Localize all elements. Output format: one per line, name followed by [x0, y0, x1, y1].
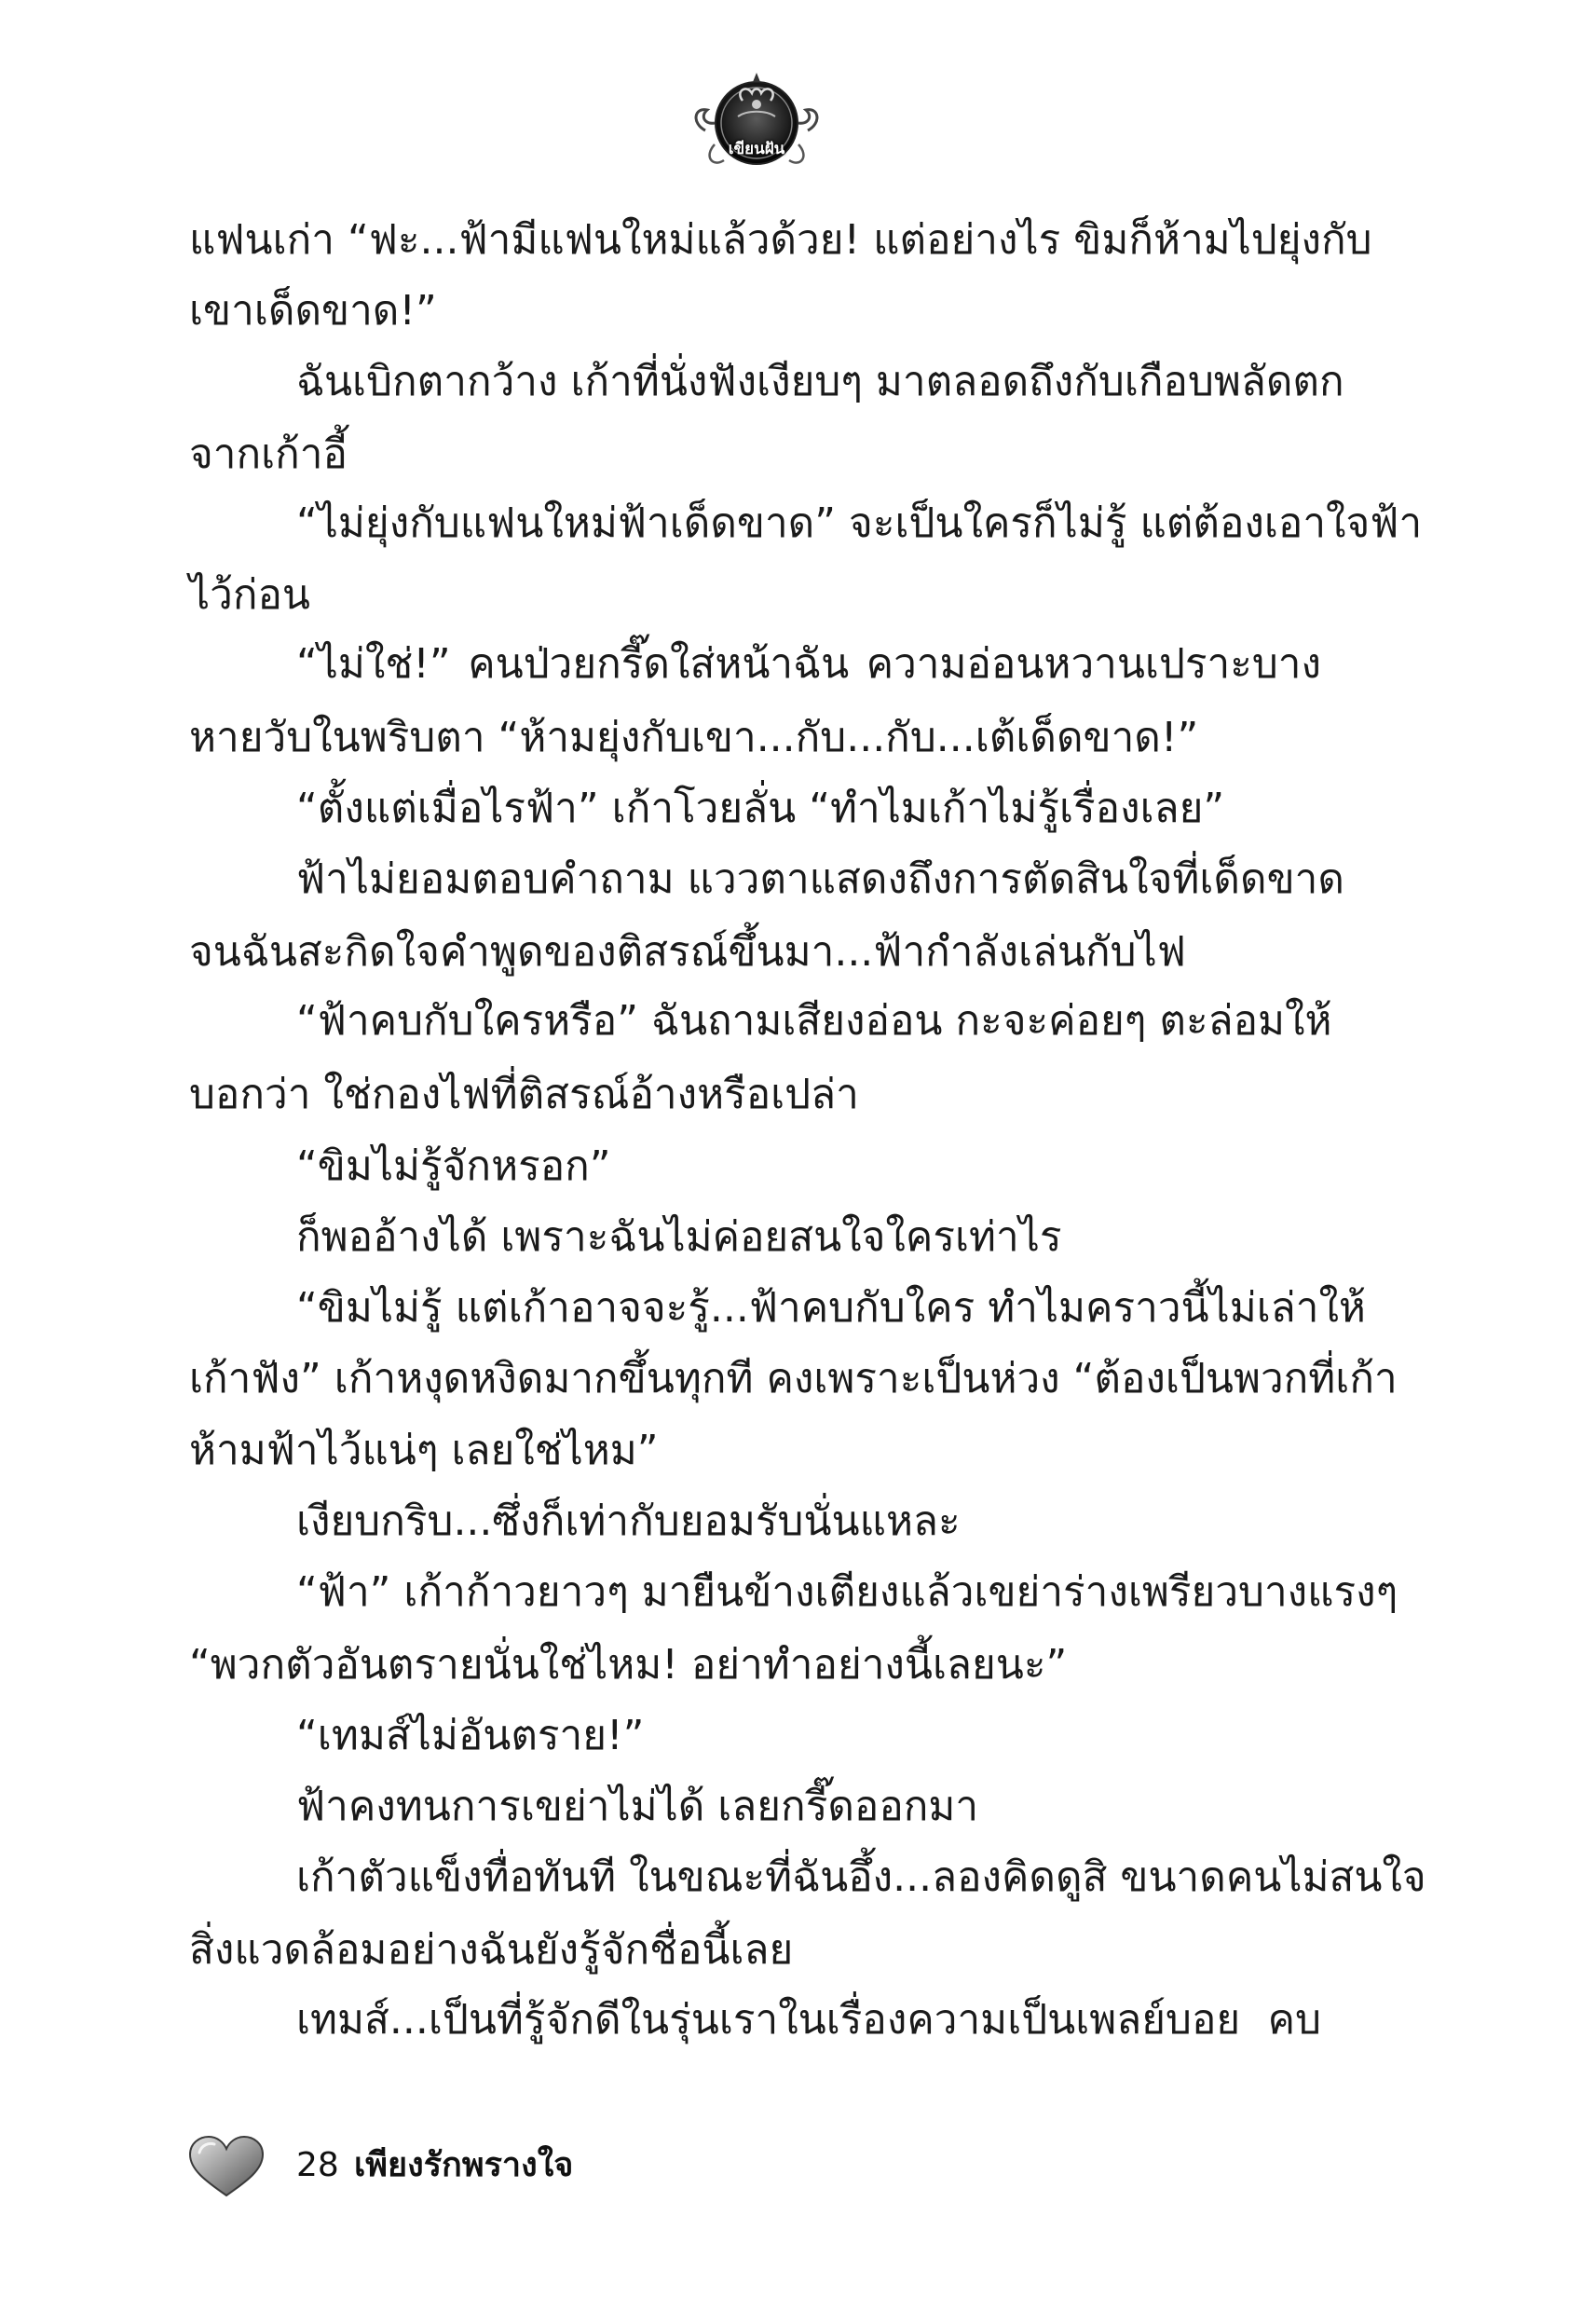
- text-line: จนฉันสะกิดใจคำพูดของติสรณ์ขึ้นมา...ฟ้ากำลังเล่นกับไฟ: [189, 928, 1186, 976]
- text-line: “ฟ้า” เก้าก้าวยาวๆ มายืนข้างเตียงแล้วเขย่าร่างเพรียวบางแรงๆ: [296, 1568, 1398, 1616]
- text-line: หายวับในพริบตา “ห้ามยุ่งกับเขา...กับ...กับ...เต้เด็ดขาด!”: [189, 714, 1199, 761]
- heart-icon: [186, 2134, 266, 2199]
- book-title: เพียงรักพรางใจ: [354, 2146, 574, 2184]
- text-line: ฉันเบิกตากว้าง เก้าที่นั่งฟังเงียบๆ มาตลอดถึงกับเกือบพลัดตก: [296, 358, 1344, 405]
- page-footer: [186, 2134, 745, 2199]
- text-line: ห้ามฟ้าไว้แน่ๆ เลยใช่ไหม”: [189, 1427, 659, 1474]
- text-line: สิ่งแวดล้อมอย่างฉันยังรู้จักชื่อนี้เลย: [189, 1926, 794, 1974]
- text-line: ฟ้าไม่ยอมตอบคำถาม แววตาแสดงถึงการตัดสินใจที่เด็ดขาด: [296, 855, 1344, 903]
- page-number: 28: [296, 2146, 339, 2184]
- text-line: “เทมส์ไม่อันตราย!”: [296, 1712, 645, 1759]
- text-line: เงียบกริบ...ซึ่งก็เท่ากับยอมรับนั่นแหละ: [296, 1497, 961, 1545]
- text-line: ก็พออ้างได้ เพราะฉันไม่ค่อยสนใจใครเท่าไร: [296, 1213, 1062, 1261]
- logo-text: เขียนฝัน: [728, 140, 785, 158]
- text-line: ฟ้าคงทนการเขย่าไม่ได้ เลยกรี๊ดออกมา: [296, 1783, 979, 1830]
- text-line: จากเก้าอี้: [189, 431, 348, 478]
- text-line: บอกว่า ใช่กองไฟที่ติสรณ์อ้างหรือเปล่า: [189, 1071, 859, 1118]
- text-line: “ไม่ยุ่งกับแฟนใหม่ฟ้าเด็ดขาด” จะเป็นใครก็ไม่รู้ แต่ต้องเอาใจฟ้า: [296, 499, 1423, 547]
- text-line: เก้าตัวแข็งทื่อทันที ในขณะที่ฉันอึ้ง...ลองคิดดูสิ ขนาดคนไม่สนใจ: [296, 1853, 1426, 1901]
- text-line: ไว้ก่อน: [189, 571, 310, 619]
- text-line: “ขิมไม่รู้จักหรอก”: [296, 1142, 611, 1190]
- text-line: เทมส์...เป็นที่รู้จักดีในรุ่นเราในเรื่องความเป็นเพลย์บอย คบ: [296, 1996, 1321, 2044]
- text-line: “ตั้งแต่เมื่อไรฟ้า” เก้าโวยลั่น “ทำไมเก้าไม่รู้เรื่องเลย”: [296, 785, 1225, 832]
- text-line: เขาเด็ดขาด!”: [189, 287, 437, 335]
- text-line: “ฟ้าคบกับใครหรือ” ฉันถามเสียงอ่อน กะจะค่อยๆ ตะล่อมให้: [296, 997, 1332, 1045]
- text-line: “ขิมไม่รู้ แต่เก้าอาจจะรู้...ฟ้าคบกับใคร ทำไมคราวนี้ไม่เล่าให้: [296, 1284, 1366, 1332]
- text-line: “พวกตัวอันตรายนั่นใช่ไหม! อย่าทำอย่างนี้เลยนะ”: [189, 1641, 1068, 1689]
- text-line: แฟนเก่า “ฟะ...ฟ้ามีแฟนใหม่แล้วด้วย! แต่อย่างไร ขิมก็ห้ามไปยุ่งกับ: [189, 216, 1372, 264]
- text-line: “ไม่ใช่!” คนป่วยกรี๊ดใส่หน้าฉัน ความอ่อนหวานเปราะบาง: [296, 640, 1321, 688]
- text-line: เก้าฟัง” เก้าหงุดหงิดมากขึ้นทุกที คงเพราะเป็นห่วง “ต้องเป็นพวกที่เก้า: [189, 1355, 1398, 1402]
